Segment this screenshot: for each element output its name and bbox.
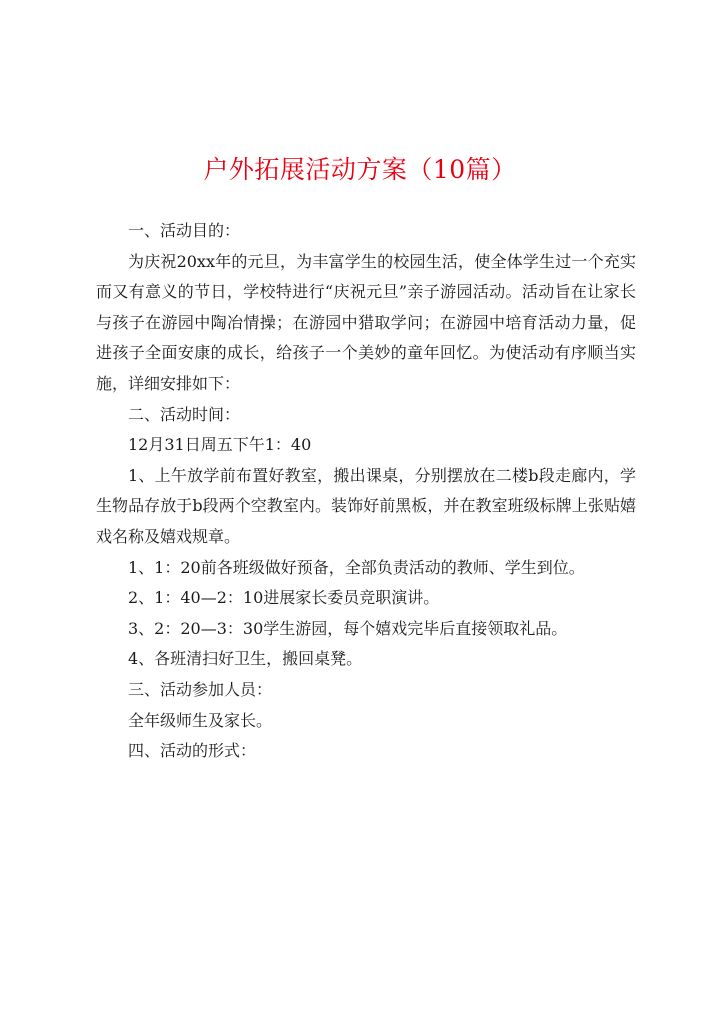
document-body — [96, 216, 636, 767]
section-heading-purpose: 一、活动目的： — [128, 221, 241, 240]
section-heading-time: 二、活动时间： — [128, 404, 241, 424]
paragraph-schedule-4: 4、各班清扫好卫生，搬回桌凳。 — [128, 649, 363, 669]
paragraph-participants: 全年级师生及家长。 — [128, 710, 273, 730]
paragraph-purpose: 为庆祝20xx年的元旦，为丰富学生的校园生活，使全体学生过一个充实而又有意义的节日，学校特进行“庆祝元旦”亲子游园活动。活动旨在让家长与孩子在游园中陶冶情操；在游园中猎取学问；在游园中培育活动力量，促进孩子全面安康的成长，给孩子一个美妙的童年回忆。为使活动有序顺当实施，详细安排如下： — [96, 251, 636, 393]
section-heading-participants: 三、活动参加人员： — [128, 679, 273, 699]
paragraph-step-1: 1、上午放学前布置好教室，搬出课桌，分别摆放在二楼b段走廊内，学生物品存放于b段两个空教室内。装饰好前黑板，并在教室班级标牌上张贴嬉戏名称及嬉戏规章。 — [96, 465, 636, 546]
paragraph-schedule-2: 2、1：40—2：10进展家长委员竞职演讲。 — [128, 588, 440, 608]
paragraph-date: 12月31日周五下午1：40 — [128, 435, 312, 455]
paragraph-schedule-3: 3、2：20—3：30学生游园，每个嬉戏完毕后直接领取礼品。 — [128, 618, 568, 638]
paragraph-schedule-1: 1、1：20前各班级做好预备，全部负责活动的教师、学生到位。 — [128, 557, 585, 577]
document-title: 户外拓展活动方案（10篇） — [203, 155, 517, 184]
section-heading-format: 四、活动的形式： — [128, 741, 257, 761]
